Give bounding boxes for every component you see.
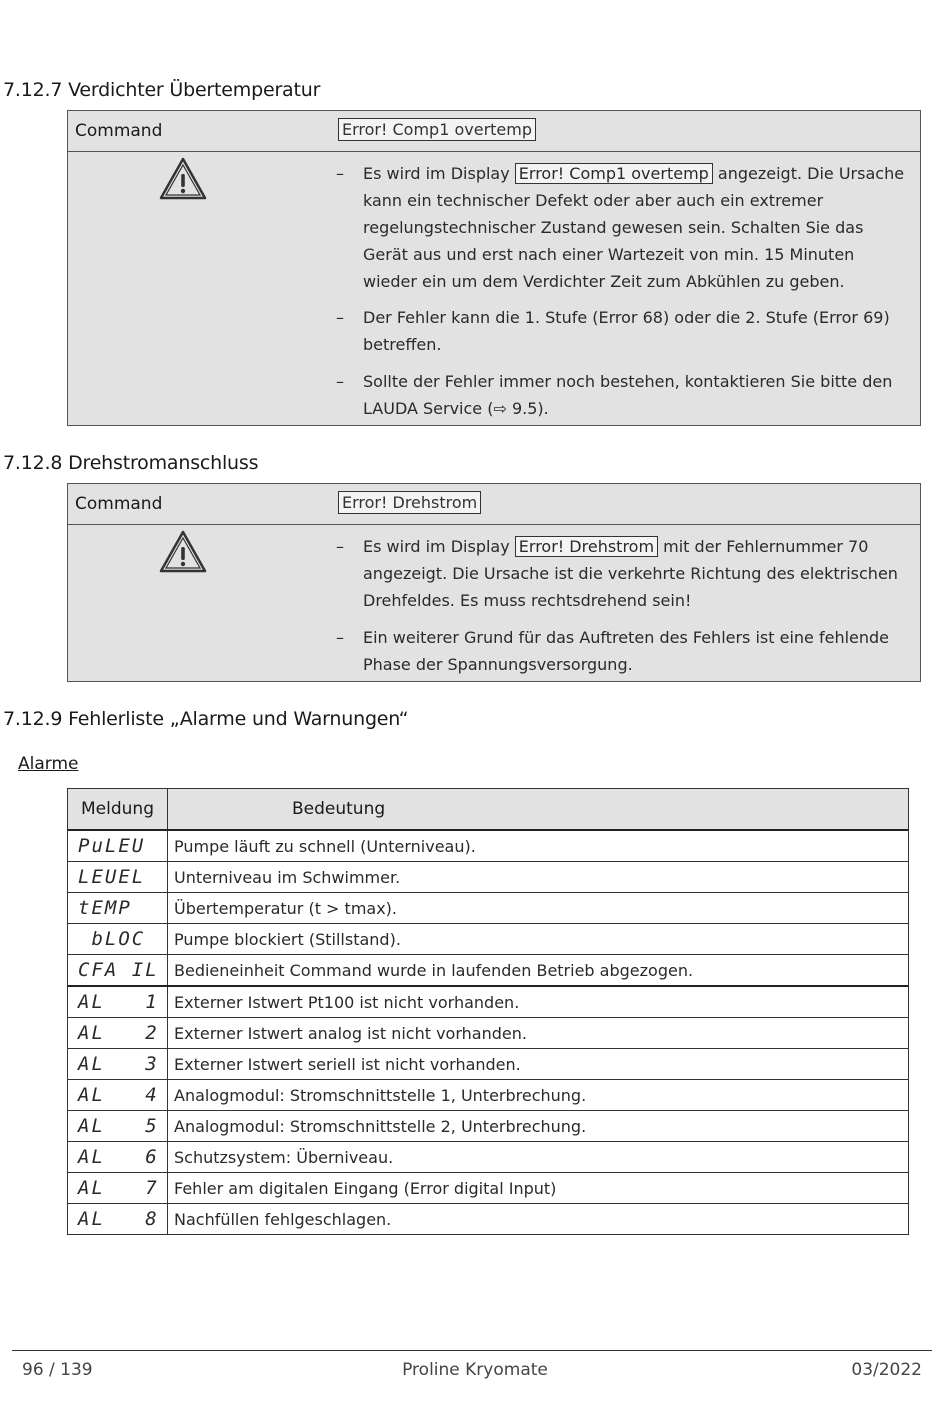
table-row [68,924,909,955]
alarm-description: Analogmodul: Stromschnittstelle 1, Unterbrechung. [168,1080,909,1111]
table-row [68,955,909,987]
warning-triangle-icon [158,529,208,575]
warning-triangle-icon [158,156,208,202]
alarm-code: AL 1 [68,986,168,1018]
alarm-code: AL 5 [68,1111,168,1142]
table-row [68,1142,909,1173]
alarm-description: Schutzsystem: Überniveau. [168,1142,909,1173]
bullet-item: – Es wird im Display Error! Comp1 overtemp angezeigt. Die Ursache kann ein technischer Defekt oder aber auch ein extremer regelungstechnischer Zustand gewesen sein. Schalten Sie das Gerät aus und erst nach einer Wartezeit von min. 15 Minuten wieder ein um dem Verdichter Zeit zum Abkühlen zu geben. [336,164,905,291]
subheading-alarme: Alarme [18,754,79,774]
alarm-code: AL 8 [68,1204,168,1235]
inline-error-code: Error! Drehstrom [515,536,658,557]
table-row [68,830,909,862]
alarm-table [67,788,909,1235]
alarm-description: Nachfüllen fehlgeschlagen. [168,1204,909,1235]
table-row [68,1049,909,1080]
alarm-description: Externer Istwert seriell ist nicht vorhanden. [168,1049,909,1080]
column-header-bedeutung: Bedeutung [168,789,909,831]
table-row [68,1204,909,1235]
alarm-code: tEMP [68,893,168,924]
alarm-code: AL 7 [68,1173,168,1204]
table-row [68,1080,909,1111]
alarm-code: AL 6 [68,1142,168,1173]
alarm-code: LEUEL [68,862,168,893]
bullet-item: – Es wird im Display Error! Drehstrom mit der Fehlernummer 70 angezeigt. Die Ursache ist die verkehrte Richtung des elektrischen Drehfeldes. Es muss rechtsdrehend sein! [336,537,898,610]
command-label: Command [75,121,163,141]
table-row [68,986,909,1018]
alarm-code: AL 3 [68,1049,168,1080]
command-row [68,484,920,525]
alarm-code: bLOC [68,924,168,955]
footer-divider [12,1350,932,1351]
command-row [68,111,920,152]
inline-error-code: Error! Comp1 overtemp [515,163,713,184]
error-code: Error! Comp1 overtemp [338,118,536,141]
alarm-code: PuLEU [68,830,168,862]
document-title: Proline Kryomate [402,1360,548,1380]
alarm-code: AL 2 [68,1018,168,1049]
alarm-description: Analogmodul: Stromschnittstelle 2, Unterbrechung. [168,1111,909,1142]
error-code: Error! Drehstrom [338,491,481,514]
section-heading-fehlerliste: 7.12.9 Fehlerliste „Alarme und Warnungen“ [3,708,409,730]
alarm-description: Übertemperatur (t > tmax). [168,893,909,924]
alarm-description: Pumpe läuft zu schnell (Unterniveau). [168,830,909,862]
alarm-description: Externer Istwert Pt100 ist nicht vorhanden. [168,986,909,1018]
page-number: 96 / 139 [22,1360,93,1380]
table-row [68,1018,909,1049]
section-heading-drehstrom: 7.12.8 Drehstromanschluss [3,452,259,474]
bullet-item: – Sollte der Fehler immer noch bestehen, kontaktieren Sie bitte den LAUDA Service (⇨ 9.5). [336,372,893,418]
alarm-description: Externer Istwert analog ist nicht vorhanden. [168,1018,909,1049]
bullet-item: – Ein weiterer Grund für das Auftreten des Fehlers ist eine fehlende Phase der Spannungsversorgung. [336,628,890,674]
column-header-meldung: Meldung [68,789,168,831]
alarm-code: CFA IL [68,955,168,987]
warning-box-drehstrom [67,483,921,682]
table-row [68,1173,909,1204]
alarm-description: Bedieneinheit Command wurde in laufenden Betrieb abgezogen. [168,955,909,987]
warning-box-verdichter [67,110,921,426]
alarm-description: Pumpe blockiert (Stillstand). [168,924,909,955]
table-row [68,1111,909,1142]
table-row [68,862,909,893]
section-heading-verdichter: 7.12.7 Verdichter Übertemperatur [3,79,321,101]
command-label: Command [75,494,163,514]
bullet-item: – Der Fehler kann die 1. Stufe (Error 68) oder die 2. Stufe (Error 69) betreffen. [336,308,890,354]
alarm-code: AL 4 [68,1080,168,1111]
table-row [68,893,909,924]
alarm-description: Unterniveau im Schwimmer. [168,862,909,893]
document-date: 03/2022 [851,1360,922,1380]
alarm-description: Fehler am digitalen Eingang (Error digital Input) [168,1173,909,1204]
